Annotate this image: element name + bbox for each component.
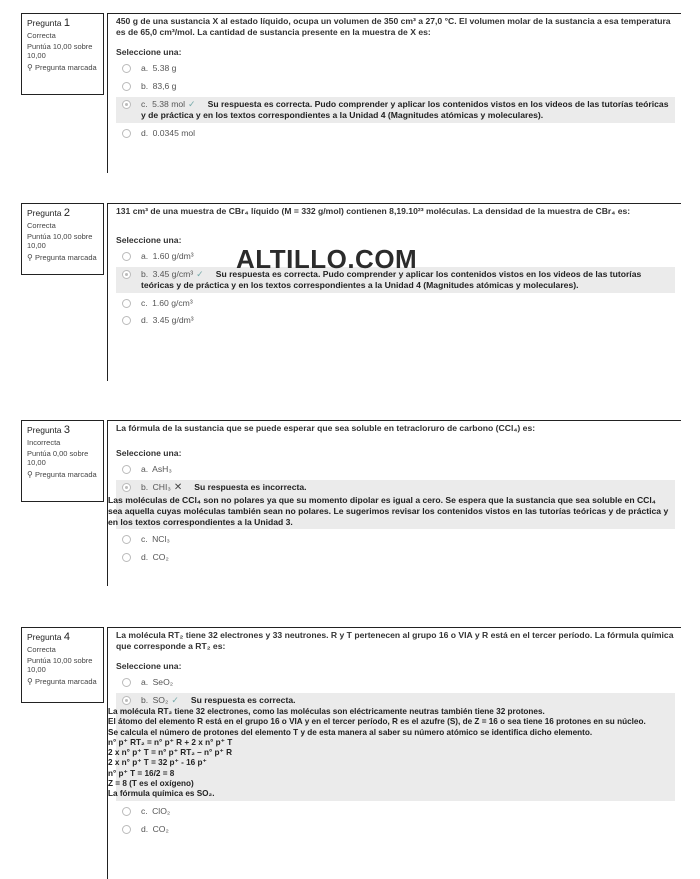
explanation-line: 2 x n° p⁺ T = n° p⁺ RT₂ – n° p⁺ R [108, 748, 232, 758]
option-c[interactable]: c. 1.60 g/cm³ [116, 296, 675, 311]
option-c[interactable]: c. NCl₃ [116, 532, 675, 547]
answer-feedback: Su respuesta es correcta. Pudo comprender y aplicar los contenidos vistos en los videos de las tutorías teóricas y de práctica y en los textos correspondientes a la Unidad 4 (Magnitudes atómicas y moleculares). [141, 268, 642, 290]
question-info [21, 203, 104, 275]
question-text: La molécula RT₂ tiene 32 electrones y 33 neutrones. R y T pertenecen al grupo 16 o VIA y R está en el tercer período. La fórmula química que corresponde a RT₂ es: [116, 630, 674, 652]
option-d[interactable]: d. 0.0345 mol [116, 126, 675, 141]
explanation-line: 2 x n° p⁺ T = 32 p⁺ - 16 p⁺ [108, 758, 207, 768]
question-number: Pregunta 3 [27, 424, 70, 436]
select-prompt: Seleccione una: [116, 661, 182, 672]
answer-feedback: Su respuesta es incorrecta. [194, 481, 307, 492]
question-state: Correcta [27, 644, 56, 654]
flag-icon: ⚲ [27, 676, 33, 686]
question-text: 131 cm³ de una muestra de CBr₄ líquido (M = 332 g/mol) contienen 8,19.10²³ moléculas. La densidad de la muestra de CBr₄ es: [116, 206, 631, 216]
question-grade: Puntúa 0,00 sobre 10,00 [27, 448, 89, 467]
option-c[interactable]: c. 5.38 mol ✓ Su respuesta es correcta. Pudo comprender y aplicar los contenidos vistos en los videos de las tutorías teóricas y de práctica y en los textos correspondientes a la Unidad 4 (Magnitudes atómicas y moleculares). [116, 97, 675, 123]
select-prompt: Seleccione una: [116, 47, 182, 58]
correct-check-icon: ✓ [171, 694, 179, 705]
radio-button[interactable] [122, 678, 131, 687]
explanation-line: Z = 8 (T es el oxígeno) [108, 778, 194, 788]
option-d[interactable]: d. 3.45 g/dm³ [116, 313, 675, 328]
radio-button[interactable] [122, 82, 131, 91]
answer-explanation [108, 707, 646, 799]
option-b[interactable]: b. CHI₃ ✕ Su respuesta es incorrecta. Las moléculas de CCl₄ son no polares ya que su momento dipolar es igual a cero. Se espera que la sustancia que sea soluble en CCl₄ sea aquella cuyas moléculas también sean no polares. Le sugerimos revisar los contenidos vistos en las tutorías teóricas y de práctica y en los textos correspondientes a la Unidad 3. [116, 480, 675, 530]
flag-question-button[interactable]: ⚲ Pregunta marcada [27, 469, 97, 479]
radio-button[interactable] [122, 299, 131, 308]
explanation-line: La fórmula química es SO₂. [108, 789, 215, 799]
question-grade: Puntúa 10,00 sobre 10,00 [27, 41, 93, 60]
watermark: ALTILLO.COM [236, 244, 418, 274]
radio-button[interactable] [122, 807, 131, 816]
radio-button[interactable] [122, 316, 131, 325]
radio-button[interactable] [122, 100, 131, 109]
option-a[interactable]: a. SeO₂ [116, 675, 675, 690]
question-body [107, 627, 681, 879]
question-state: Incorrecta [27, 437, 61, 447]
radio-button[interactable] [122, 129, 131, 138]
flag-icon: ⚲ [27, 469, 33, 479]
question-text: 450 g de una sustancia X al estado líquido, ocupa un volumen de 350 cm³ a 27,0 °C. El volumen molar de la sustancia a esa temperatura es de 65,0 cm³/mol. La cantidad de sustancia presente en la muestra de X es: [116, 16, 671, 38]
question-grade: Puntúa 10,00 sobre 10,00 [27, 655, 93, 674]
flag-question-button[interactable]: ⚲ Pregunta marcada [27, 252, 97, 262]
question-state: Correcta [27, 220, 56, 230]
option-b[interactable]: b. SO₂ ✓ Su respuesta es correcta. La molécula RT₂ tiene 32 electrones, como las moléculas son eléctricamente neutras también tiene 32 protones. El átomo del elemento R está en el grupo 16 o VIA y en el tercer período, R es el azufre (S), de Z = 16 o sea tiene 16 protones en su núcleo. Se calcula el número de protones del elemento T y de esta manera al saber su número atómico se identifica dicho elemento. n° p⁺ RT₂ = n° p⁺ R + 2 x n° p⁺ T 2 x n° p⁺ T = n° p⁺ RT₂ – n° p⁺ R 2 x n° p⁺ T = 32 p⁺ - 16 p⁺ n° p⁺ T = 16/2 = 8 Z = 8 (T es el oxígeno) La fórmula química es SO₂. [116, 693, 675, 802]
radio-button[interactable] [122, 465, 131, 474]
option-b[interactable]: b. 3.45 g/cm³ ✓ Su respuesta es correcta. Pudo comprender y aplicar los contenidos vistos en los videos de las tutorías teóricas y de práctica y en los textos correspondientes a la Unidad 4 (Magnitudes atómicas y moleculares). [116, 267, 675, 293]
option-a[interactable]: a. AsH₃ [116, 462, 675, 477]
answer-feedback: Su respuesta es correcta. Pudo comprender y aplicar los contenidos vistos en los videos de las tutorías teóricas y de práctica y en los textos correspondientes a la Unidad 4 (Magnitudes atómicas y moleculares). [141, 98, 669, 120]
radio-button[interactable] [122, 535, 131, 544]
question-number: Pregunta 1 [27, 17, 70, 29]
flag-question-button[interactable]: ⚲ Pregunta marcada [27, 676, 97, 686]
radio-button[interactable] [122, 553, 131, 562]
explanation-line: Se calcula el número de protones del elemento T y de esta manera al saber su número atómico se identifica dicho elemento. [108, 727, 593, 737]
answer-explanation: Las moléculas de CCl₄ son no polares ya que su momento dipolar es igual a cero. Se espera que la sustancia que sea soluble en CCl₄ sea aquella cuyas moléculas también sean no polares. Le sugerimos revisar los contenidos vistos en las tutorías teóricas y de práctica y en los textos correspondientes a la Unidad 3. [108, 495, 669, 527]
question-info [21, 420, 104, 502]
radio-button[interactable] [122, 825, 131, 834]
question-state: Correcta [27, 30, 56, 40]
incorrect-x-icon: ✕ [173, 481, 183, 493]
radio-button[interactable] [122, 252, 131, 261]
question-number: Pregunta 2 [27, 207, 70, 219]
flag-icon: ⚲ [27, 62, 33, 72]
question-text: La fórmula de la sustancia que se puede esperar que sea soluble en tetracloruro de carbono (CCl₄) es: [116, 423, 536, 433]
explanation-line: El átomo del elemento R está en el grupo 16 o VIA y en el tercer período, R es el azufre (S), de Z = 16 o sea tiene 16 protones en su núcleo. [108, 717, 646, 727]
option-b[interactable]: b. 83,6 g [116, 79, 675, 94]
question-info [21, 627, 104, 703]
answer-feedback: Su respuesta es correcta. [190, 694, 296, 705]
correct-check-icon: ✓ [196, 268, 204, 279]
flag-icon: ⚲ [27, 252, 33, 262]
option-d[interactable]: d. CO₂ [116, 550, 675, 565]
question-number: Pregunta 4 [27, 631, 70, 643]
radio-button[interactable] [122, 696, 131, 705]
radio-button[interactable] [122, 483, 131, 492]
radio-button[interactable] [122, 64, 131, 73]
option-c[interactable]: c. ClO₂ [116, 804, 675, 819]
explanation-line: n° p⁺ RT₂ = n° p⁺ R + 2 x n° p⁺ T [108, 737, 233, 747]
question-body [107, 420, 681, 586]
option-a[interactable]: a. 5.38 g [116, 61, 675, 76]
radio-button[interactable] [122, 270, 131, 279]
option-d[interactable]: d. CO₂ [116, 822, 675, 837]
option-a[interactable]: a. 1.60 g/dm³ [116, 249, 675, 264]
select-prompt: Seleccione una: [116, 448, 182, 459]
question-info [21, 13, 104, 95]
question-body [107, 203, 681, 381]
question-grade: Puntúa 10,00 sobre 10,00 [27, 231, 93, 250]
select-prompt: Seleccione una: [116, 235, 182, 246]
flag-question-button[interactable]: ⚲ Pregunta marcada [27, 62, 97, 72]
question-body [107, 13, 681, 173]
explanation-line: n° p⁺ T = 16/2 = 8 [108, 768, 175, 778]
correct-check-icon: ✓ [188, 98, 196, 109]
explanation-line: La molécula RT₂ tiene 32 electrones, como las moléculas son eléctricamente neutras también tiene 32 protones. [108, 707, 545, 717]
